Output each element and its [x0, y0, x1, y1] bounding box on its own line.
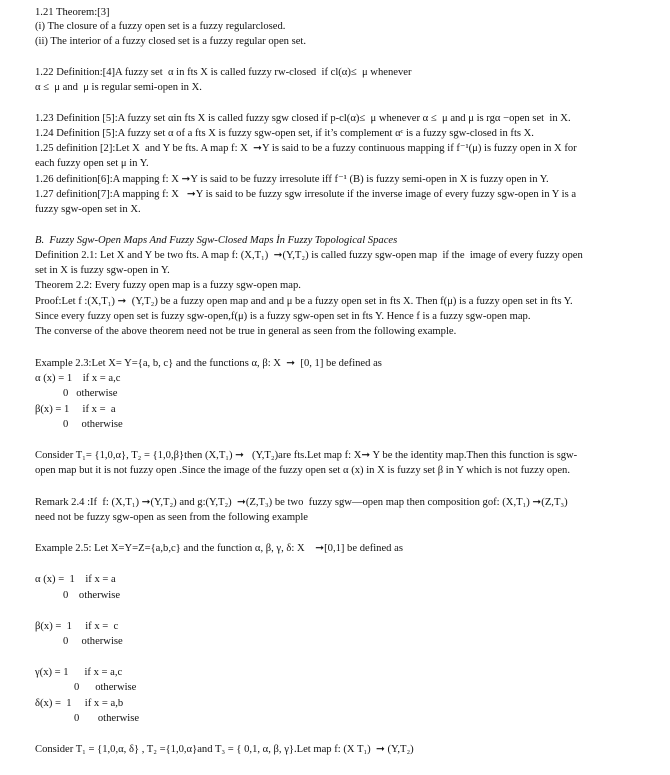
example-2-5-gamma: γ(x) = 1 if x = a,c	[35, 667, 123, 678]
example-2-5-gamma-otherwise: 0 otherwise	[74, 682, 137, 693]
definition-1-24: 1.24 Definition [5]:A fuzzy set α of a fts X is fuzzy sgw-open set, if it’s complement αᶜ is a fuzzy sgw-closed in fts X.	[35, 128, 534, 139]
remark-2-4-line2: need not be fuzzy sgw-open as seen from the following example	[35, 512, 308, 523]
example-2-5-beta: β(x) = 1 if x = c	[35, 621, 119, 632]
definition-2-1-line1: Definition 2.1: Let X and Y be two fts. A map f: (X,T₁) ➞(Y,T₂) is called fuzzy sgw-open map if the image of every fuzzy open	[35, 250, 583, 261]
example-2-5-consider: Consider T₁ = {1,0,α, δ} , T₂ ={1,0,α}and T₃ = { 0,1, α, β, γ}.Let map f: (X T₁) ➞ (Y,T₂)	[35, 744, 414, 755]
definition-1-27-line2: fuzzy sgw-open set in X.	[35, 204, 141, 215]
definition-1-25-line1: 1.25 definition [2]:Let X and Y be fts. A map f: X ➞Y is said to be a fuzzy continuous mapping if f⁻¹(μ) is fuzzy open in X for	[35, 143, 577, 154]
example-2-3-heading: Example 2.3:Let X= Y={a, b, c} and the functions α, β: X ➞ [0, 1] be defined as	[35, 358, 382, 369]
example-2-5-alpha: α (x) = 1 if x = a	[35, 574, 116, 585]
example-2-5-delta: δ(x) = 1 if x = a,b	[35, 698, 124, 709]
proof-line1: Proof:Let f :(X,T₁) ➞ (Y,T₂) be a fuzzy open map and and μ be a fuzzy open set in fts X. Then f(μ) is a fuzzy open set in fts Y.	[35, 296, 573, 307]
remark-2-4-line1: Remark 2.4 :If f: (X,T₁) ➞(Y,T₂) and g:(Y,T₂) ➞(Z,T₃) be two fuzzy sgw—open map then composition gof: (X,T₁) ➞(Z,T₃)	[35, 497, 568, 508]
definition-1-27-line1: 1.27 definition[7]:A mapping f: X ➞Y is said to be fuzzy sgw irresolute if the inverse image of every fuzzy sgw-open in Y is a	[35, 189, 577, 200]
example-2-3-alpha: α (x) = 1 if x = a,c	[35, 373, 121, 384]
example-2-3-consider-line1: Consider T₁= {1,0,α}, T₂ = {1,0,β}then (X,T₁) ➞ (Y,T₂)are fts.Let map f: X➞ Y be the identity map.Then this function is sgw-	[35, 450, 578, 461]
definition-1-22-line1: 1.22 Definition:[4]A fuzzy set α in fts X is called fuzzy rw-closed if cl(α)≤ μ whenever	[35, 67, 412, 78]
example-2-3-consider-line2: open map but it is not fuzzy open .Since the image of the fuzzy open set α (x) in X is fuzzy set β in Y which is not fuzzy open.	[35, 465, 570, 476]
section-b-heading: B. Fuzzy Sgw-Open Maps And Fuzzy Sgw-Closed Maps İn Fuzzy Topological Spaces	[35, 235, 398, 246]
example-2-3-beta-otherwise: 0 otherwise	[63, 419, 123, 430]
proof-line2: Since every fuzzy open set is fuzzy sgw-open,f(μ) is a fuzzy sgw-open set in fts Y. Hence f is a fuzzy sgw-open map.	[35, 311, 531, 322]
example-2-5-beta-otherwise: 0 otherwise	[63, 636, 123, 647]
definition-1-22-line2: α ≤ μ and μ is regular semi-open in X.	[35, 82, 202, 93]
example-2-5-delta-otherwise: 0 otherwise	[74, 713, 140, 724]
example-2-5-heading: Example 2.5: Let X=Y=Z={a,b,c} and the function α, β, γ, δ: X ➞[0,1] be defined as	[35, 543, 403, 554]
theorem-1-21-part-i: (i) The closure of a fuzzy open set is a fuzzy regularclosed.	[35, 21, 286, 32]
example-2-3-beta: β(x) = 1 if x = a	[35, 404, 116, 415]
proof-line3: The converse of the above theorem need not be true in general as seen from the following example.	[35, 326, 457, 337]
definition-2-1-line2: set in X is fuzzy sgw-open in Y.	[35, 265, 170, 276]
definition-1-25-line2: each fuzzy open set μ in Y.	[35, 158, 149, 169]
theorem-2-2: Theorem 2.2: Every fuzzy open map is a fuzzy sgw-open map.	[35, 280, 301, 291]
definition-1-23: 1.23 Definition [5]:A fuzzy set αin fts X is called fuzzy sgw closed if p-cl(α)≤ μ whenever α ≤ μ and μ is rgα −open set in X.	[35, 113, 571, 124]
definition-1-26: 1.26 definition[6]:A mapping f: X ➞Y is said to be fuzzy irresolute iff f⁻¹ (B) is fuzzy semi-open in X is fuzzy open in Y.	[35, 174, 549, 185]
example-2-5-alpha-otherwise: 0 otherwise	[63, 590, 121, 601]
theorem-1-21-heading: 1.21 Theorem:[3]	[35, 7, 110, 18]
example-2-3-alpha-otherwise: 0 otherwise	[63, 388, 118, 399]
theorem-1-21-part-ii: (ii) The interior of a fuzzy closed set is a fuzzy regular open set.	[35, 36, 307, 47]
